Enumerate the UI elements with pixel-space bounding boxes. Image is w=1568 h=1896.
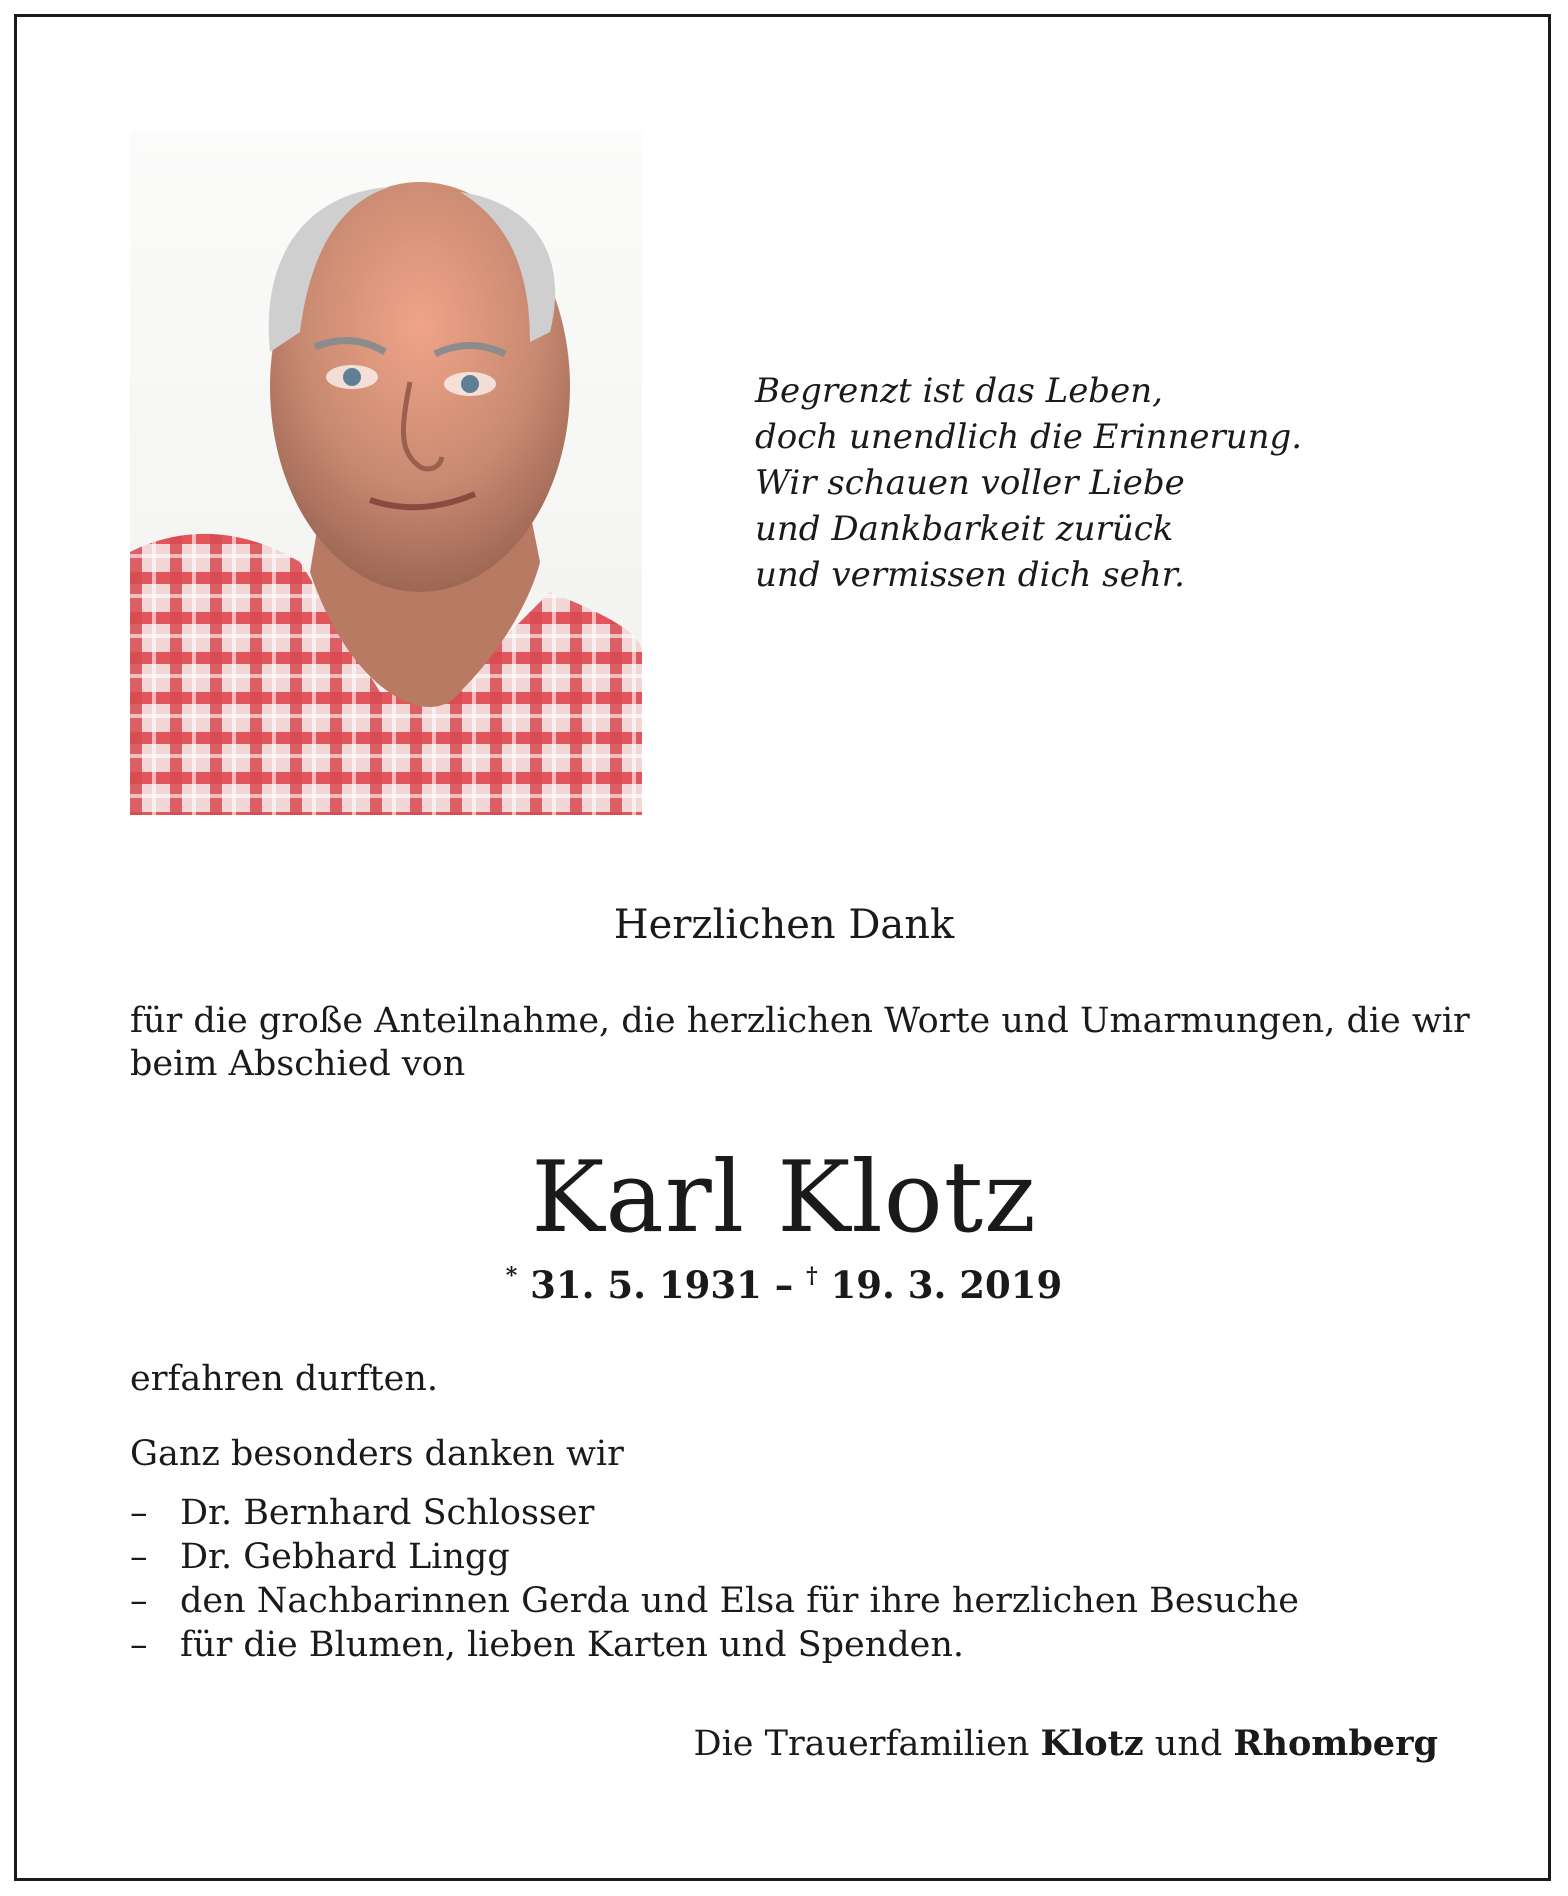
list-item: [130, 1491, 1299, 1535]
intro-line: beim Abschied von: [130, 1044, 466, 1084]
thanks-intro: [130, 1000, 1470, 1086]
memorial-quote: [755, 368, 1302, 598]
special-thanks-list: [130, 1491, 1299, 1667]
portrait-photo: [130, 132, 642, 815]
list-item: [130, 1623, 1299, 1667]
quote-line: doch unendlich die Erinnerung.: [755, 417, 1303, 457]
list-dash: –: [130, 1625, 148, 1665]
list-item-text: Dr. Bernhard Schlosser: [180, 1493, 595, 1533]
list-dash: –: [130, 1537, 148, 1577]
quote-line: Begrenzt ist das Leben,: [755, 371, 1163, 411]
quote-line: Wir schauen voller Liebe: [755, 463, 1185, 503]
thanks-title: Herzlichen Dank: [613, 902, 955, 948]
special-thanks-heading: Ganz besonders danken wir: [130, 1434, 624, 1474]
signature-connector: und: [1154, 1724, 1223, 1764]
deceased-name: Karl Klotz: [531, 1141, 1037, 1255]
list-dash: –: [130, 1493, 148, 1533]
closing-line: erfahren durften.: [130, 1359, 438, 1399]
death-date: 19. 3. 2019: [830, 1263, 1063, 1307]
birth-symbol: *: [505, 1262, 518, 1289]
family-name-klotz: Klotz: [1040, 1723, 1144, 1764]
family-signature: [694, 1722, 1438, 1766]
family-name-rhomberg: Rhomberg: [1233, 1723, 1438, 1764]
list-item: [130, 1535, 1299, 1579]
list-item-text: für die Blumen, lieben Karten und Spenden.: [180, 1625, 965, 1665]
list-item-text: Dr. Gebhard Lingg: [180, 1537, 510, 1577]
life-dates: [0, 1260, 1568, 1310]
signature-prefix: Die Trauerfamilien: [693, 1724, 1030, 1764]
list-item-text: den Nachbarinnen Gerda und Elsa für ihre herzlichen Besuche: [180, 1581, 1299, 1621]
date-separator: –: [774, 1263, 794, 1307]
portrait-photo-icon: [130, 132, 642, 815]
quote-line: und Dankbarkeit zurück: [755, 509, 1174, 549]
quote-line: und vermissen dich sehr.: [755, 555, 1185, 595]
intro-line: für die große Anteilnahme, die herzlichen Worte und Umarmungen, die wir: [130, 1001, 1470, 1041]
birth-date: 31. 5. 1931: [530, 1263, 762, 1307]
death-symbol: †: [806, 1262, 818, 1289]
list-item: [130, 1579, 1299, 1623]
list-dash: –: [130, 1581, 148, 1621]
